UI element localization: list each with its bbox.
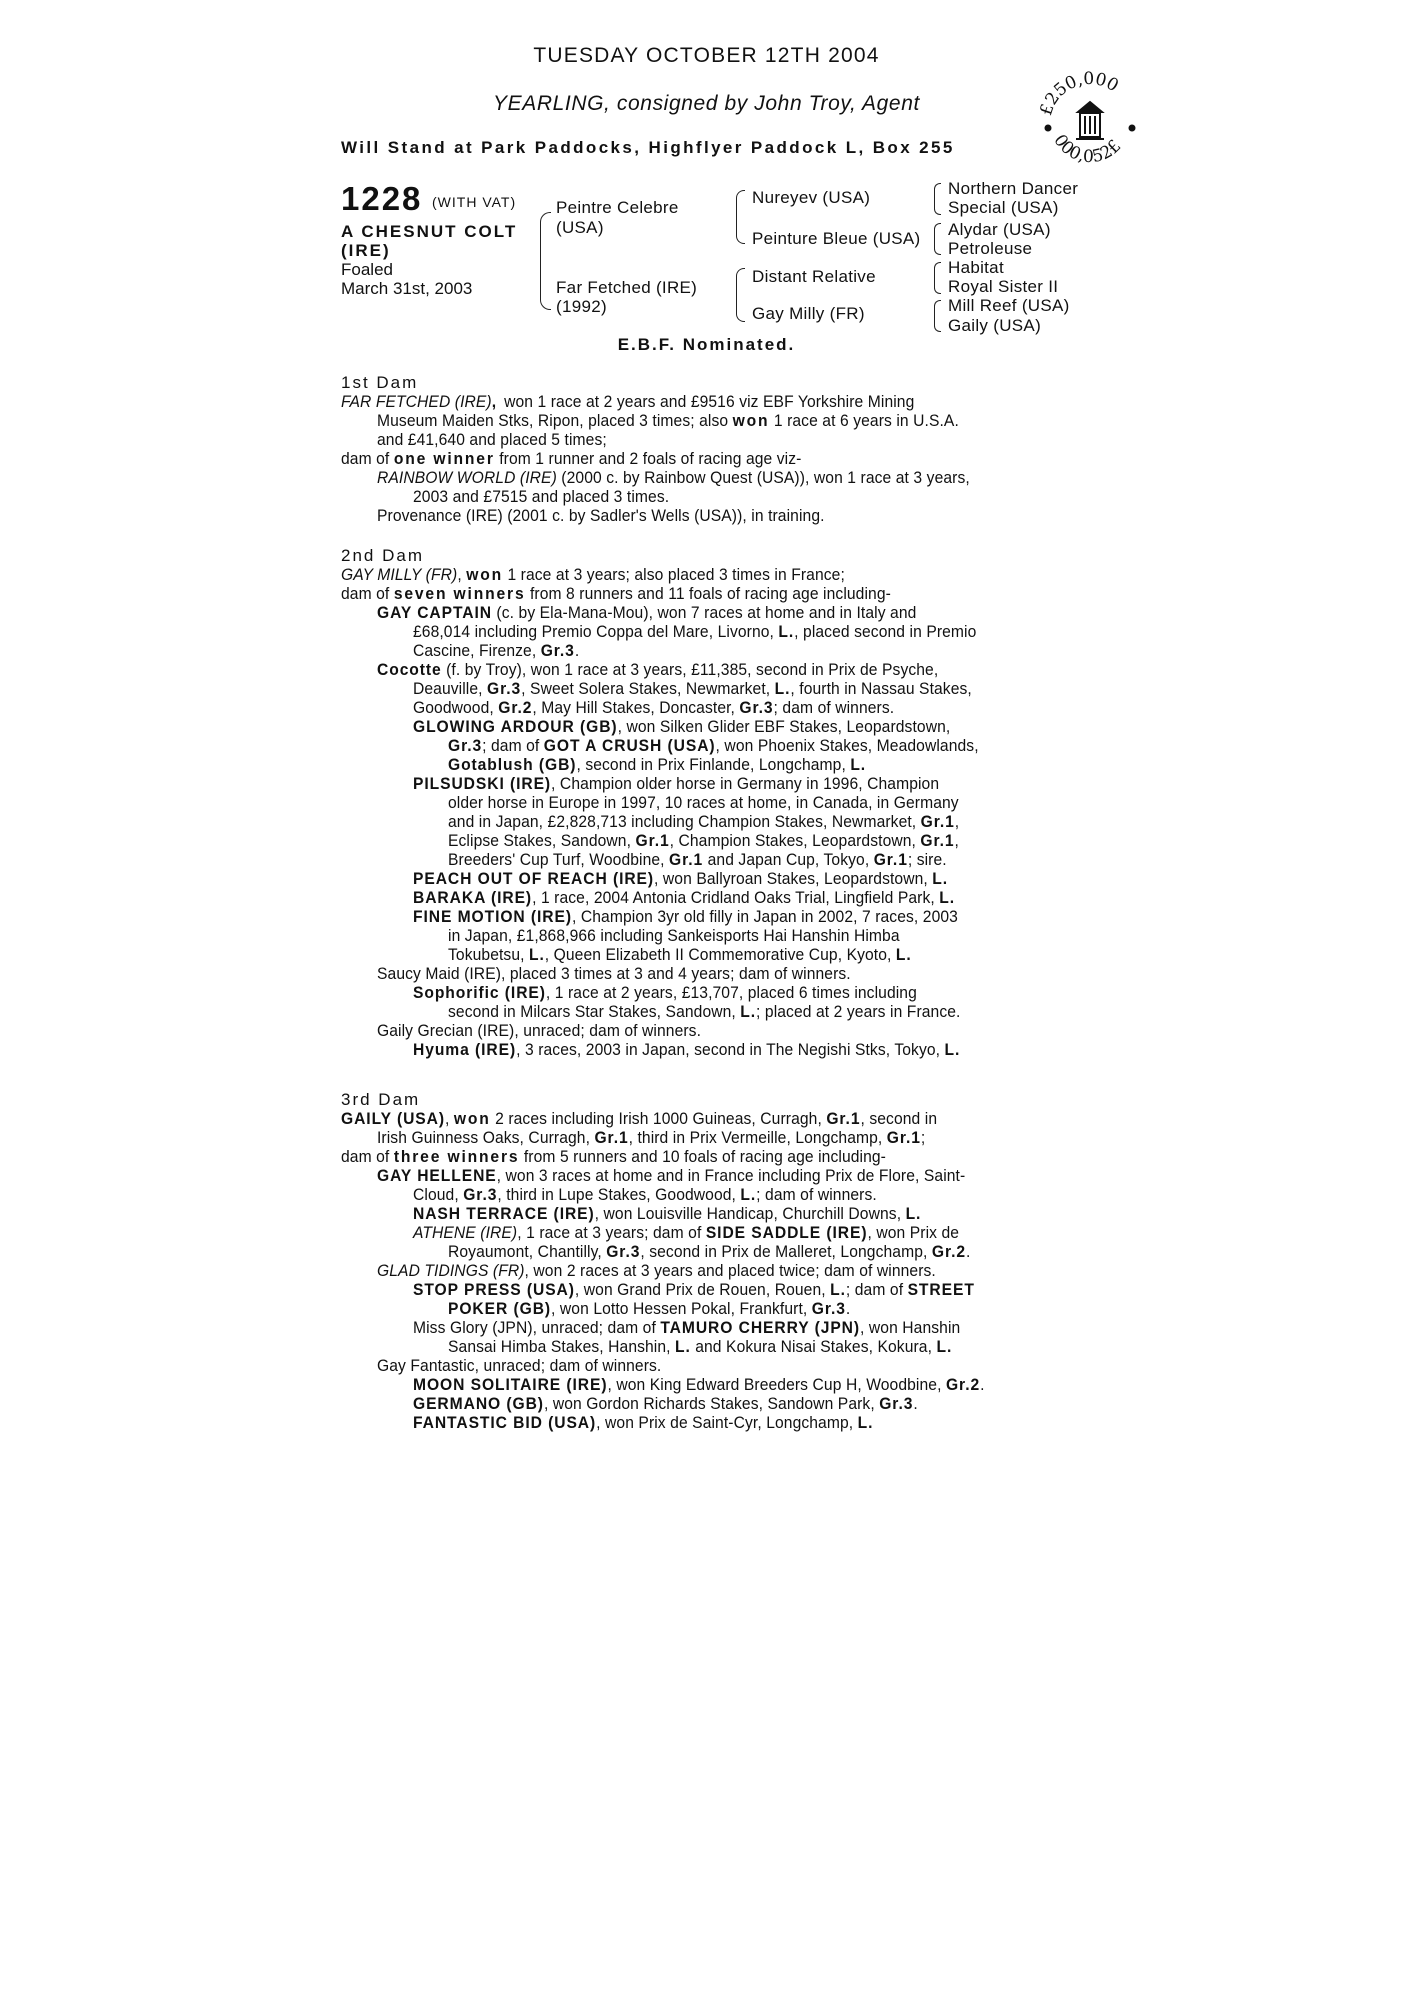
emphasis-text: L. (905, 1204, 922, 1223)
pedigree-bracket-dam (736, 268, 745, 322)
third-dam-line (413, 1318, 960, 1337)
emphasis-text: Gr.1 (669, 850, 704, 869)
emphasis-text: , (491, 392, 505, 411)
text-run: older horse in Europe in 1997, 10 races at home, in Canada, in Germany (448, 793, 959, 812)
emphasis-text: won (453, 1109, 491, 1128)
italic-name: FAR FETCHED (IRE) (341, 392, 492, 411)
third-dam-heading: 3rd Dam (341, 1090, 421, 1109)
text-run: , second in (860, 1109, 938, 1128)
emphasis-text: L. (774, 679, 791, 698)
text-run: dam of (341, 449, 394, 468)
emphasis-text: Gr.1 (826, 1109, 861, 1128)
second-dam-line (377, 1021, 701, 1040)
text-run: ; dam of winners. (756, 1185, 877, 1204)
second-dam-line (448, 755, 866, 774)
text-run: Deauville, (413, 679, 488, 698)
text-run: dam of (341, 1147, 394, 1166)
text-run: 2 races including Irish 1000 Guineas, Curragh, (490, 1109, 827, 1128)
text-run: , won Prix de Saint-Cyr, Longchamp, (596, 1413, 858, 1432)
granddam-4: Gaily (USA) (948, 316, 1042, 335)
text-run: , won Gordon Richards Stakes, Sandown Park, (543, 1394, 880, 1413)
third-dam-line (413, 1413, 873, 1432)
second-dam-line (413, 641, 579, 660)
text-run: ; placed at 2 years in France. (756, 1002, 961, 1021)
second-dam-line (413, 888, 955, 907)
text-run: and in Japan, £2,828,713 including Champion Stakes, Newmarket, (448, 812, 921, 831)
second-dam-line (448, 831, 959, 850)
third-dam-line (413, 1223, 959, 1242)
sale-date: TUESDAY OCTOBER 12TH 2004 (533, 44, 880, 67)
first-dam-line (341, 449, 801, 468)
third-dam-line (413, 1375, 985, 1394)
second-dam-line (341, 584, 891, 603)
second-dam-line (413, 679, 972, 698)
text-run: ; dam of (845, 1280, 908, 1299)
text-run: from 5 runners and 10 foals of racing age including- (519, 1147, 886, 1166)
text-run: . (980, 1375, 985, 1394)
text-run: Provenance (IRE) (2001 c. by Sadler's Wells (USA)), in training. (377, 506, 825, 525)
second-dam-line (448, 793, 959, 812)
text-run: , 1 race at 3 years; dam of (517, 1223, 706, 1242)
emphasis-text: GERMANO (GB) (413, 1394, 544, 1413)
text-run: , (457, 565, 467, 584)
price-seal-stamp (1036, 66, 1144, 174)
first-dam-line (377, 468, 970, 487)
emphasis-text: L. (932, 869, 949, 888)
emphasis-text: GAY HELLENE (377, 1166, 497, 1185)
text-run: 1 race at 6 years in U.S.A. (769, 411, 959, 430)
italic-name: GAY MILLY (FR) (341, 565, 458, 584)
text-run: , won Hanshin (860, 1318, 961, 1337)
text-run: Saucy Maid (IRE), placed 3 times at 3 and 4 years; dam of winners. (377, 964, 851, 983)
emphasis-text: SIDE SADDLE (IRE) (705, 1223, 868, 1242)
text-run: , (444, 1109, 454, 1128)
text-run: in Japan, £1,868,966 including Sankeisports Hai Hanshin Himba (448, 926, 900, 945)
text-run: Eclipse Stakes, Sandown, (448, 831, 636, 850)
second-dam-line (377, 660, 938, 679)
second-dam-line (377, 964, 851, 983)
text-run: , third in Prix Vermeille, Longchamp, (628, 1128, 887, 1147)
emphasis-text: three winners (393, 1147, 520, 1166)
third-dam-line (413, 1185, 877, 1204)
sire-dam: Peinture Bleue (USA) (752, 229, 921, 248)
emphasis-text: L. (895, 945, 912, 964)
emphasis-text: FANTASTIC BID (USA) (413, 1413, 597, 1432)
first-dam-line (377, 411, 959, 430)
foaled-label: Foaled (341, 260, 393, 279)
text-run: , won Grand Prix de Rouen, Rouen, (574, 1280, 831, 1299)
dam-year: (1992) (556, 297, 607, 316)
text-run: . (845, 1299, 851, 1318)
text-run: from 1 runner and 2 foals of racing age viz- (494, 449, 802, 468)
pedigree-bracket-sire (736, 190, 745, 244)
text-run: ; sire. (907, 850, 947, 869)
text-run: 1 race at 3 years; also placed 3 times in France; (503, 565, 845, 584)
emphasis-text: Cocotte (377, 660, 442, 679)
emphasis-text: GOT A CRUSH (USA) (543, 736, 716, 755)
second-dam-line (413, 622, 976, 641)
emphasis-text: Gr.3 (739, 698, 774, 717)
text-run: , won Ballyroan Stakes, Leopardstown, (654, 869, 933, 888)
emphasis-text: Sophorific (IRE) (413, 983, 546, 1002)
text-run: dam of (341, 584, 394, 603)
first-dam-line (341, 392, 914, 411)
second-dam-line (448, 926, 900, 945)
emphasis-text: Gr.3 (463, 1185, 498, 1204)
second-dam-line (448, 945, 912, 964)
text-run: . (574, 641, 580, 660)
text-run: , fourth in Nassau Stakes, (790, 679, 972, 698)
text-run: Gay Fantastic, unraced; dam of winners. (377, 1356, 662, 1375)
second-dam-line (413, 1040, 960, 1059)
text-run: ; dam of (482, 736, 544, 755)
ebf-nomination: E.B.F. Nominated. (617, 335, 796, 354)
text-run: , Champion older horse in Germany in 1996, Champion (551, 774, 940, 793)
emphasis-text: MOON SOLITAIRE (IRE) (413, 1375, 608, 1394)
third-dam-line (413, 1394, 918, 1413)
emphasis-text: L. (939, 888, 955, 907)
emphasis-text: L. (529, 945, 545, 964)
text-run: , Champion Stakes, Leopardstown, (669, 831, 921, 850)
emphasis-text: Hyuma (IRE) (413, 1040, 517, 1059)
pedigree-bracket-main (540, 212, 551, 310)
text-run: Museum Maiden Stks, Ripon, placed 3 times; also (377, 411, 733, 430)
granddam-3: Royal Sister II (948, 277, 1059, 296)
horse-breeding-country: (IRE) (341, 241, 391, 260)
emphasis-text: L. (936, 1337, 953, 1356)
emphasis-text: STOP PRESS (USA) (413, 1280, 575, 1299)
text-run: Gaily Grecian (IRE), unraced; dam of winners. (377, 1021, 702, 1040)
italic-name: RAINBOW WORLD (IRE) (377, 468, 557, 487)
emphasis-text: BARAKA (IRE) (413, 888, 533, 907)
text-run: , won 3 races at home and in France including Prix de Flore, Saint- (496, 1166, 966, 1185)
text-run: , won Prix de (867, 1223, 960, 1242)
dam-sire: Distant Relative (752, 267, 876, 286)
emphasis-text: L. (675, 1337, 691, 1356)
emphasis-text: Gr.3 (879, 1394, 914, 1413)
text-run: , May Hill Stakes, Doncaster, (532, 698, 740, 717)
second-dam-line (341, 565, 845, 584)
emphasis-text: Gr.1 (920, 831, 955, 850)
dam-dam: Gay Milly (FR) (752, 304, 865, 323)
dam-name: Far Fetched (IRE) (556, 278, 698, 297)
emphasis-text: one winner (393, 449, 495, 468)
emphasis-text: PEACH OUT OF REACH (IRE) (413, 869, 655, 888)
second-dam-line (413, 983, 917, 1002)
second-dam-line (413, 869, 948, 888)
pedigree-bracket-g2 (934, 223, 941, 255)
sire-country: (USA) (556, 218, 604, 237)
text-run: , 1 race at 2 years, £13,707, placed 6 times including (545, 983, 917, 1002)
text-run: Goodwood, (413, 698, 499, 717)
third-dam-line (413, 1204, 921, 1223)
first-dam-line (377, 430, 607, 449)
emphasis-text: GLOWING ARDOUR (GB) (413, 717, 618, 736)
emphasis-text: GAY CAPTAIN (377, 603, 492, 622)
emphasis-text: L. (857, 1413, 874, 1432)
second-dam-line (413, 774, 939, 793)
text-run: Tokubetsu, (448, 945, 530, 964)
italic-name: GLAD TIDINGS (FR) (377, 1261, 525, 1280)
text-run: , 1 race, 2004 Antonia Cridland Oaks Trial, Lingfield Park, (532, 888, 940, 907)
second-dam-heading: 2nd Dam (341, 546, 424, 565)
emphasis-text: Gr.3 (448, 736, 483, 755)
text-run: , won 2 races at 3 years and placed twice; dam of winners. (524, 1261, 936, 1280)
text-run: , won Louisville Handicap, Churchill Downs, (594, 1204, 906, 1223)
text-run: and Kokura Nisai Stakes, Kokura, (690, 1337, 937, 1356)
text-run: (c. by Ela-Mana-Mou), won 7 races at home and in Italy and (492, 603, 917, 622)
text-run: (2000 c. by Rainbow Quest (USA)), won 1 race at 3 years, (556, 468, 970, 487)
text-run: , Queen Elizabeth II Commemorative Cup, Kyoto, (544, 945, 896, 964)
third-dam-line (413, 1280, 975, 1299)
text-run: Cloud, (413, 1185, 464, 1204)
second-dam-line (413, 698, 894, 717)
text-run: £68,014 including Premio Coppa del Mare, Livorno, (413, 622, 779, 641)
emphasis-text: Gr.2 (931, 1242, 966, 1261)
text-run: , 3 races, 2003 in Japan, second in The Negishi Stks, Tokyo, (516, 1040, 945, 1059)
text-run: and Japan Cup, Tokyo, (703, 850, 874, 869)
emphasis-text: Gr.1 (886, 1128, 921, 1147)
third-dam-line (341, 1109, 937, 1128)
svg-text:£250,000: £250,000 (1036, 68, 1122, 119)
text-run: , won Phoenix Stakes, Meadowlands, (715, 736, 979, 755)
italic-name: ATHENE (IRE) (413, 1223, 518, 1242)
emphasis-text: Gr.3 (487, 679, 522, 698)
second-dam-line (413, 717, 950, 736)
text-run: . (965, 1242, 971, 1261)
emphasis-text: Gr.1 (594, 1128, 629, 1147)
text-run: ; (920, 1128, 926, 1147)
text-run: and £41,640 and placed 5 times; (377, 430, 607, 449)
third-dam-line (377, 1166, 965, 1185)
emphasis-text: L. (830, 1280, 846, 1299)
text-run: (f. by Troy), won 1 race at 3 years, £11,385, second in Prix de Psyche, (441, 660, 939, 679)
emphasis-text: Gr.2 (498, 698, 533, 717)
text-run: second in Milcars Star Stakes, Sandown, (448, 1002, 741, 1021)
emphasis-text: Gr.1 (873, 850, 908, 869)
emphasis-text: GAILY (USA) (341, 1109, 445, 1128)
emphasis-text: seven winners (393, 584, 526, 603)
grandsire-1: Northern Dancer (948, 179, 1079, 198)
emphasis-text: L. (740, 1002, 757, 1021)
text-run: Breeders' Cup Turf, Woodbine, (448, 850, 670, 869)
emphasis-text: won (466, 565, 504, 584)
text-run: , second in Prix de Malleret, Longchamp, (640, 1242, 932, 1261)
first-dam-line (377, 506, 825, 525)
emphasis-text: Gr.3 (811, 1299, 846, 1318)
grandsire-2: Alydar (USA) (948, 220, 1051, 239)
third-dam-line (341, 1147, 886, 1166)
emphasis-text: TAMURO CHERRY (JPN) (660, 1318, 861, 1337)
first-dam-line (413, 487, 669, 506)
emphasis-text: Gr.2 (945, 1375, 981, 1394)
sire-sire: Nureyev (USA) (752, 188, 871, 207)
third-dam-line (448, 1299, 850, 1318)
grandsire-3: Habitat (948, 258, 1004, 277)
emphasis-text: Gotablush (GB) (448, 755, 577, 774)
emphasis-text: Gr.3 (606, 1242, 641, 1261)
grandsire-4: Mill Reef (USA) (948, 296, 1070, 315)
emphasis-text: Gr.1 (635, 831, 670, 850)
text-run: from 8 runners and 11 foals of racing age including- (525, 584, 891, 603)
text-run: , third in Lupe Stakes, Goodwood, (497, 1185, 741, 1204)
pedigree-bracket-g3 (934, 262, 941, 294)
text-run: Sansai Himba Stakes, Hanshin, (448, 1337, 676, 1356)
granddam-1: Special (USA) (948, 198, 1059, 217)
pedigree-bracket-g1 (934, 183, 941, 215)
text-run: , (954, 831, 959, 850)
emphasis-text: L. (778, 622, 795, 641)
third-dam-line (448, 1242, 970, 1261)
text-run: , won Lotto Hessen Pokal, Frankfurt, (551, 1299, 812, 1318)
pedigree-bracket-g4 (934, 300, 941, 332)
emphasis-text: POKER (GB) (448, 1299, 552, 1318)
second-dam-line (448, 1002, 960, 1021)
text-run: , (954, 812, 960, 831)
lot-number: 1228 (341, 180, 423, 217)
stand-location: Will Stand at Park Paddocks, Highflyer Paddock L, Box 255 (341, 138, 955, 157)
granddam-2: Petroleuse (948, 239, 1033, 258)
emphasis-text: L. (944, 1040, 961, 1059)
first-dam-heading: 1st Dam (341, 373, 419, 392)
second-dam-line (448, 812, 959, 831)
vat-note: (WITH VAT) (432, 194, 517, 210)
svg-text:000,052£: 000,052£ (1049, 131, 1126, 168)
text-run: 1 race at 2 years and £9516 viz EBF Yorkshire Mining (533, 392, 915, 411)
second-dam-line (413, 907, 958, 926)
text-run: Miss Glory (JPN), unraced; dam of (413, 1318, 661, 1337)
second-dam-line (448, 736, 979, 755)
text-run: , Sweet Solera Stakes, Newmarket, (521, 679, 775, 698)
emphasis-text: won (732, 411, 770, 430)
foaled-date: March 31st, 2003 (341, 279, 473, 298)
sire-name: Peintre Celebre (556, 198, 679, 217)
emphasis-text: L. (850, 755, 867, 774)
second-dam-line (448, 850, 947, 869)
third-dam-line (377, 1128, 925, 1147)
text-run: , placed second in Premio (794, 622, 977, 641)
second-dam-line (377, 603, 916, 622)
text-run: Cascine, Firenze, (413, 641, 541, 660)
emphasis-text: Gr.1 (920, 812, 955, 831)
text-run: . (913, 1394, 918, 1413)
emphasis-text: Gr.3 (540, 641, 575, 660)
text-run: , second in Prix Finlande, Longchamp, (576, 755, 851, 774)
text-run: ; dam of winners. (773, 698, 895, 717)
third-dam-line (448, 1337, 952, 1356)
text-run: , won Silken Glider EBF Stakes, Leopardstown, (617, 717, 951, 736)
emphasis-text: L. (740, 1185, 757, 1204)
text-run: Royaumont, Chantilly, (448, 1242, 607, 1261)
text-run: , won King Edward Breeders Cup H, Woodbine, (607, 1375, 946, 1394)
consignment-line: YEARLING, consigned by John Troy, Agent (493, 92, 920, 115)
emphasis-text: STREET (907, 1280, 975, 1299)
emphasis-text: FINE MOTION (IRE) (413, 907, 573, 926)
horse-description: A CHESNUT COLT (341, 222, 518, 241)
text-run: won (504, 392, 534, 411)
text-run: , Champion 3yr old filly in Japan in 2002, 7 races, 2003 (572, 907, 958, 926)
text-run: Irish Guinness Oaks, Curragh, (377, 1128, 595, 1147)
text-run: 2003 and £7515 and placed 3 times. (413, 487, 670, 506)
emphasis-text: NASH TERRACE (IRE) (413, 1204, 595, 1223)
third-dam-line (377, 1356, 661, 1375)
emphasis-text: PILSUDSKI (IRE) (413, 774, 552, 793)
third-dam-line (377, 1261, 936, 1280)
